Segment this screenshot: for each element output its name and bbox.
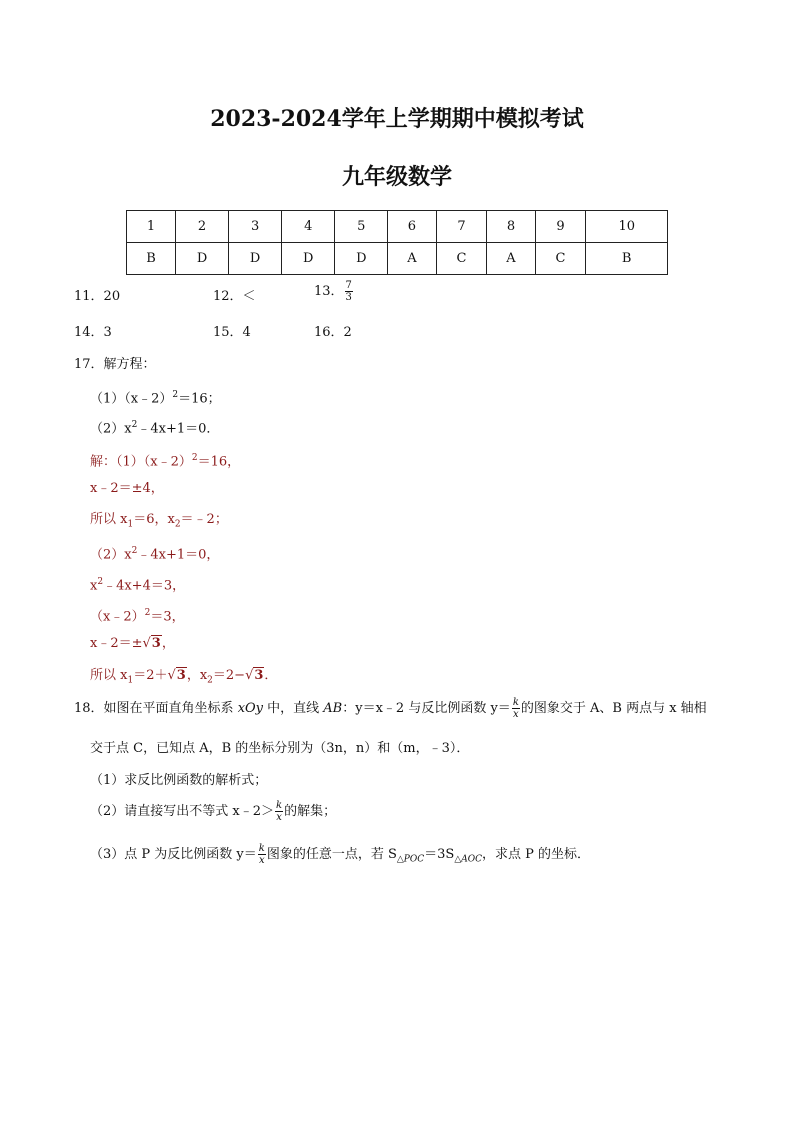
text-segment: ＝16， [197, 454, 241, 470]
q17-solution-line-1 [90, 449, 240, 471]
answer-cell: C [436, 243, 487, 275]
text-segment: 的图象交于 A、B 两点与 x 轴相 [520, 701, 707, 716]
page-title: 2023-2024学年上学期期中模拟考试 [210, 106, 584, 132]
text-segment: 的解集； [284, 804, 337, 819]
answer-14: 14．3 [74, 325, 112, 340]
fraction-denominator: x [276, 812, 282, 823]
superscript: 2 [172, 390, 179, 400]
text-segment: ＝2− [212, 668, 246, 683]
answer-12: 12．＜ [213, 289, 256, 304]
q17-solution-line-3 [90, 511, 228, 534]
question-number-cell: 9 [535, 211, 586, 243]
text-segment: x [90, 578, 98, 594]
text-segment: ＝6，x [133, 512, 175, 527]
sqrt-symbol: √3 [167, 668, 186, 683]
answer-13-fraction [345, 280, 353, 303]
q17-problem-1 [90, 386, 221, 408]
text-segment: （1）（x﹣2） [90, 391, 173, 407]
text-segment: （3）点 P 为反比例函数 y＝ [90, 847, 257, 862]
answer-cell: C [535, 243, 586, 275]
q17-title: 17．解方程： [74, 357, 156, 372]
question-number-cell: 3 [229, 211, 282, 243]
question-number-cell: 8 [487, 211, 535, 243]
question-number-cell: 10 [586, 211, 668, 243]
question-number-cell: 5 [335, 211, 388, 243]
text-segment: ＝3S [424, 847, 455, 862]
q18-part-1: （1）求反比例函数的解析式； [90, 773, 268, 788]
q17-solution-line-6 [90, 604, 185, 626]
subscript: △AOC [454, 854, 482, 865]
answer-cell: D [282, 243, 335, 275]
answer-16: 16．2 [314, 325, 352, 340]
text-segment: 所以 x [90, 668, 128, 683]
fraction-k-over-x [275, 800, 283, 823]
answer-13 [314, 280, 354, 303]
question-number-cell: 2 [176, 211, 229, 243]
subscript: △POC [396, 854, 425, 865]
answer-cell: D [335, 243, 388, 275]
answer-15: 15．4 [213, 325, 251, 340]
text-segment: ﹣4x+1＝0． [137, 421, 220, 437]
q18-part-2 [90, 800, 336, 823]
fraction-numerator: k [276, 800, 283, 811]
text-segment: x﹣2＝± [90, 636, 143, 651]
subscript: 1 [127, 675, 134, 686]
fraction-numerator: k [258, 843, 265, 854]
q17-problem-2 [90, 416, 219, 438]
question-number-cell: 1 [127, 211, 176, 243]
text-segment: （x﹣2） [90, 609, 145, 625]
q17-solution-line-5 [90, 573, 185, 595]
text-segment: ＝16； [178, 391, 221, 407]
radicand: 3 [254, 668, 264, 683]
text-segment: ：y＝x﹣2 与反比例函数 y＝ [342, 701, 511, 716]
answer-13-prefix: 13． [314, 284, 344, 299]
text-segment: ＝2＋ [133, 668, 168, 683]
page-subtitle: 九年级数学 [341, 164, 452, 190]
text-segment: ＝3， [150, 609, 185, 625]
answer-table-number-row [127, 211, 668, 243]
sqrt-symbol: √3 [142, 636, 161, 651]
radicand: 3 [151, 636, 161, 651]
fraction-k-over-x [512, 697, 520, 720]
q18-line-2: 交于点 C，已知点 A，B 的坐标分别为（3n，n）和（m，﹣3）． [90, 741, 470, 756]
text-segment: ﹣4x+1＝0， [137, 547, 220, 563]
q17-solution-line-2: x﹣2＝±4， [90, 481, 164, 496]
text-segment: 中，直线 [263, 701, 324, 716]
fraction-k-over-x [258, 843, 266, 866]
fraction-denominator: x [258, 855, 265, 866]
q17-solution-line-8 [90, 667, 277, 690]
q18-part-3 [90, 843, 590, 869]
text-segment: ＝﹣2； [180, 512, 228, 527]
superscript: 2 [191, 453, 198, 463]
question-number-cell: 6 [388, 211, 436, 243]
question-number-cell: 7 [436, 211, 487, 243]
text-segment: ，x [186, 668, 208, 683]
text-segment: 所以 x [90, 512, 128, 527]
superscript: 2 [144, 608, 151, 618]
subscript: 2 [207, 675, 213, 686]
text-segment: 18．如图在平面直角坐标系 [74, 701, 238, 716]
answer-cell: A [487, 243, 535, 275]
q17-solution-line-7 [90, 635, 175, 653]
answer-cell: A [388, 243, 436, 275]
text-segment: ． [264, 668, 278, 683]
superscript: 2 [131, 420, 138, 430]
fraction-denominator: x [513, 709, 519, 720]
radicand: 3 [176, 668, 186, 683]
text-segment: 图象的任意一点，若 S [266, 847, 397, 862]
answer-cell: B [586, 243, 668, 275]
answer-cell: D [176, 243, 229, 275]
q18-line-1 [74, 697, 707, 720]
answer-cell: D [229, 243, 282, 275]
answer-table [126, 210, 668, 275]
superscript: 2 [131, 546, 138, 556]
answer-table-answer-row [127, 243, 668, 275]
subscript: 1 [127, 519, 134, 530]
text-segment: （2）x [90, 547, 132, 563]
answer-cell: B [127, 243, 176, 275]
text-segment: 解：（1）（x﹣2） [90, 454, 192, 470]
question-number-cell: 4 [282, 211, 335, 243]
italic-text: xOy [237, 701, 264, 716]
subscript: 2 [174, 519, 181, 530]
text-segment: （2）x [90, 421, 132, 437]
sqrt-symbol: √3 [245, 668, 264, 683]
answer-11: 11．20 [74, 289, 121, 304]
fraction-numerator: 7 [345, 280, 352, 291]
italic-text: AB [323, 701, 343, 716]
text-segment: ， [161, 636, 175, 651]
text-segment: （2）请直接写出不等式 x﹣2＞ [90, 804, 275, 819]
superscript: 2 [97, 577, 104, 587]
text-segment: ﹣4x+4＝3， [103, 578, 186, 594]
q17-solution-line-4 [90, 542, 219, 564]
fraction-denominator: 3 [345, 292, 352, 303]
fraction-numerator: k [512, 697, 519, 708]
text-segment: ，求点 P 的坐标． [482, 847, 591, 862]
